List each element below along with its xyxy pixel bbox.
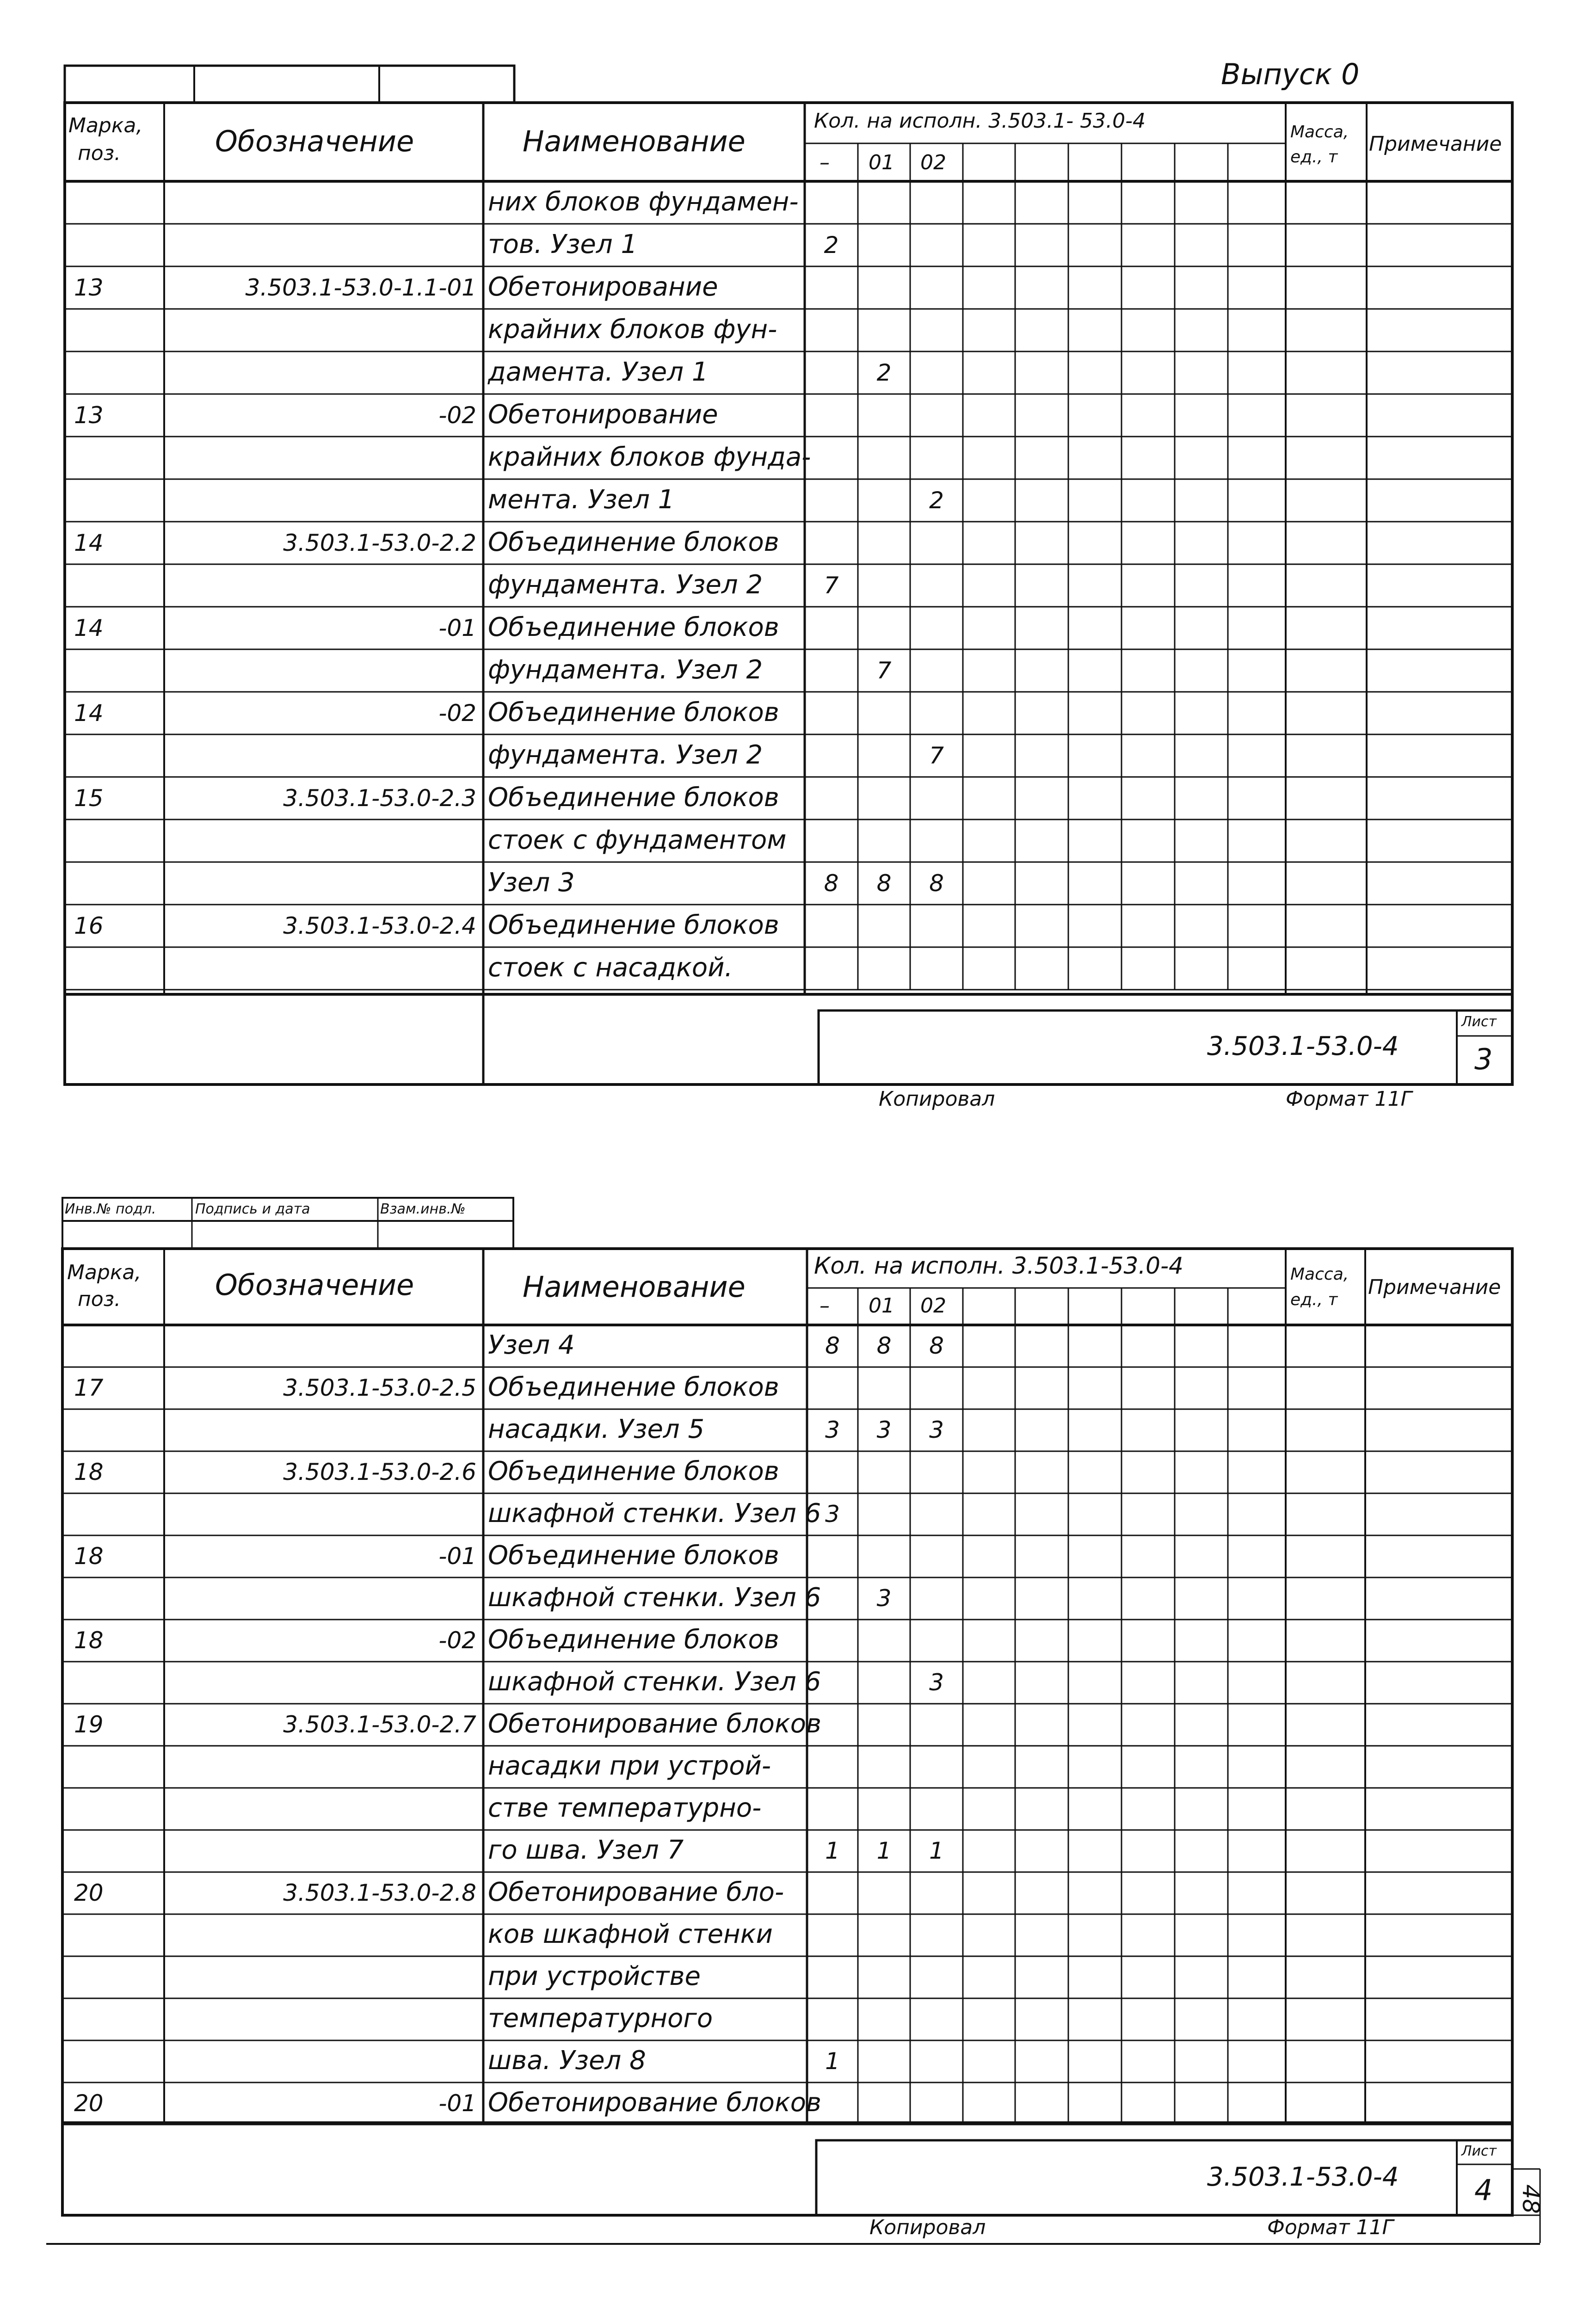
row-name: Обетонирование бло-	[488, 1877, 784, 1907]
footer-copied: Копировал	[869, 2216, 986, 2239]
row-qty-base: 8	[825, 1332, 840, 1359]
row-code: -01	[438, 1543, 476, 1570]
row-mark: 14	[74, 530, 104, 556]
footer-copied: Копировал	[879, 1087, 995, 1111]
row-name: Объединение блоков	[488, 1540, 779, 1571]
row-name: фундамента. Узел 2	[488, 655, 763, 685]
header-marka-line1: Марка,	[67, 1261, 142, 1284]
row-name: шкафной стенки. Узел 6	[488, 1583, 821, 1613]
row-name: температурного	[488, 2003, 713, 2033]
row-name: Объединение блоков	[488, 1372, 779, 1402]
row-name: Объединение блоков	[488, 697, 779, 727]
row-name: Обетонирование	[488, 400, 718, 430]
row-name: Обетонирование блоков	[488, 1709, 822, 1739]
header-marka-line2: поз.	[78, 142, 121, 165]
row-name: Объединение блоков	[488, 527, 779, 557]
row-qty-01: 3	[876, 1417, 892, 1443]
row-name: го шва. Узел 7	[488, 1835, 684, 1865]
row-code: -02	[438, 1627, 476, 1654]
header-isp-base: –	[820, 1294, 830, 1318]
header-primechanie: Примечание	[1369, 132, 1502, 156]
row-name: фундамента. Узел 2	[488, 740, 763, 770]
row-qty-base: 1	[825, 1837, 840, 1864]
stamp-vzam-inv: Взам.инв.№	[380, 1201, 466, 1217]
row-qty-01: 1	[876, 1837, 892, 1864]
footer-list-number: 4	[1474, 2173, 1493, 2207]
row-mark: 18	[74, 1627, 104, 1654]
footer-format: Формат 11Г	[1286, 1087, 1412, 1111]
row-name: крайних блоков фун-	[488, 314, 777, 345]
row-code: 3.503.1-53.0-1.1-01	[245, 274, 476, 301]
header-oboznachenie: Обозначение	[215, 124, 414, 158]
row-code: 3.503.1-53.0-2.7	[283, 1711, 476, 1738]
row-mark: 17	[74, 1374, 104, 1401]
row-mark: 15	[74, 785, 104, 812]
row-code: -01	[438, 2090, 476, 2117]
footer-list-number: 3	[1474, 1042, 1493, 1076]
header-massa-line1: Масса,	[1290, 1265, 1349, 1284]
row-name: них блоков фундамен-	[488, 187, 799, 217]
row-name: Объединение блоков	[488, 910, 779, 940]
header-massa-line2: ед., т	[1290, 1290, 1338, 1309]
row-mark: 18	[74, 1459, 104, 1485]
footer-format: Формат 11Г	[1267, 2216, 1394, 2239]
footer-list-label: Лист	[1461, 2143, 1497, 2159]
stamp-podpis-data: Подпись и дата	[195, 1201, 310, 1217]
row-qty-01: 2	[876, 359, 892, 386]
row-name: дамента. Узел 1	[488, 357, 709, 387]
row-name: ков шкафной стенки	[488, 1919, 773, 1949]
footer-doc-code: 3.503.1-53.0-4	[1207, 1031, 1399, 1061]
row-code: 3.503.1-53.0-2.3	[283, 785, 476, 812]
header-massa-line1: Масса,	[1290, 123, 1349, 142]
header-isp-base: –	[820, 151, 830, 174]
row-name: стоек с фундаментом	[488, 825, 787, 855]
row-qty-02: 7	[929, 742, 944, 769]
row-name: Объединение блоков	[488, 1625, 779, 1655]
row-name: фундамента. Узел 2	[488, 570, 763, 600]
row-mark: 14	[74, 615, 104, 641]
row-name: стоек с насадкой.	[488, 953, 733, 983]
header-primechanie: Примечание	[1368, 1275, 1501, 1299]
header-isp-01: 01	[869, 151, 894, 174]
row-name: шкафной стенки. Узел 6	[488, 1667, 821, 1697]
row-qty-02: 3	[929, 1417, 944, 1443]
header-oboznachenie: Обозначение	[215, 1268, 414, 1302]
row-name: Обетонирование	[488, 272, 718, 302]
row-name: насадки при устрой-	[488, 1751, 771, 1781]
header-isp-02: 02	[920, 1294, 946, 1318]
row-qty-02: 8	[929, 870, 944, 897]
row-code: 3.503.1-53.0-2.8	[283, 1879, 476, 1906]
row-qty-base: 8	[824, 870, 839, 897]
row-qty-02: 8	[929, 1332, 944, 1359]
row-qty-02: 3	[929, 1669, 944, 1696]
row-code: 3.503.1-53.0-2.6	[283, 1459, 476, 1485]
issue-label: Выпуск 0	[1221, 57, 1360, 91]
row-mark: 13	[74, 402, 104, 429]
row-name: шкафной стенки. Узел 6	[488, 1498, 821, 1528]
row-code: 3.503.1-53.0-2.2	[283, 530, 476, 556]
row-qty-base: 7	[824, 572, 839, 599]
row-mark: 14	[74, 700, 104, 727]
row-qty-base: 3	[825, 1501, 840, 1528]
row-code: -02	[438, 402, 476, 429]
row-name: Объединение блоков	[488, 612, 779, 642]
row-name: шва. Узел 8	[488, 2045, 646, 2076]
row-qty-01: 7	[876, 657, 892, 684]
header-naimenovanie: Наименование	[523, 124, 746, 158]
row-name: насадки. Узел 5	[488, 1414, 705, 1444]
header-isp-02: 02	[920, 151, 946, 174]
header-naimenovanie: Наименование	[523, 1270, 746, 1304]
row-mark: 20	[74, 1879, 104, 1906]
row-name: Объединение блоков	[488, 782, 779, 813]
row-code: -01	[438, 615, 476, 641]
row-qty-base: 1	[825, 2048, 840, 2075]
row-name: при устройстве	[488, 1961, 701, 1991]
page-mark: 48	[1517, 2184, 1544, 2214]
row-mark: 19	[74, 1711, 104, 1738]
header-isp-01: 01	[869, 1294, 894, 1318]
row-name: Узел 3	[488, 868, 575, 898]
header-marka-line2: поз.	[78, 1288, 121, 1311]
row-qty-01: 3	[876, 1585, 892, 1612]
row-qty-01: 8	[876, 1332, 892, 1359]
header-massa-line2: ед., т	[1290, 148, 1338, 166]
row-qty-02: 2	[929, 487, 944, 514]
header-kol-na-ispoln: Кол. на исполн. 3.503.1-53.0-4	[814, 1252, 1183, 1279]
row-name: Узел 4	[488, 1330, 575, 1360]
row-qty-02: 1	[929, 1837, 944, 1864]
header-marka-line1: Марка,	[68, 114, 143, 137]
row-code: -02	[438, 700, 476, 727]
row-code: 3.503.1-53.0-2.4	[283, 912, 476, 939]
row-qty-base: 3	[825, 1417, 840, 1443]
row-qty-base: 2	[824, 232, 839, 259]
row-mark: 20	[74, 2090, 104, 2117]
header-kol-na-ispoln: Кол. на исполн. 3.503.1- 53.0-4	[814, 109, 1146, 133]
row-name: Объединение блоков	[488, 1456, 779, 1486]
row-name: Обетонирование блоков	[488, 2088, 822, 2118]
row-name: мента. Узел 1	[488, 485, 675, 515]
row-name: тов. Узел 1	[488, 229, 638, 259]
row-mark: 18	[74, 1543, 104, 1570]
row-qty-01: 8	[876, 870, 892, 897]
row-code: 3.503.1-53.0-2.5	[283, 1374, 476, 1401]
stamp-inv-podl: Инв.№ подл.	[65, 1201, 156, 1217]
footer-list-label: Лист	[1461, 1014, 1497, 1030]
row-name: крайних блоков фунда-	[488, 442, 811, 472]
row-mark: 13	[74, 274, 104, 301]
row-mark: 16	[74, 912, 104, 939]
row-name: стве температурно-	[488, 1793, 762, 1823]
footer-doc-code: 3.503.1-53.0-4	[1207, 2162, 1399, 2192]
